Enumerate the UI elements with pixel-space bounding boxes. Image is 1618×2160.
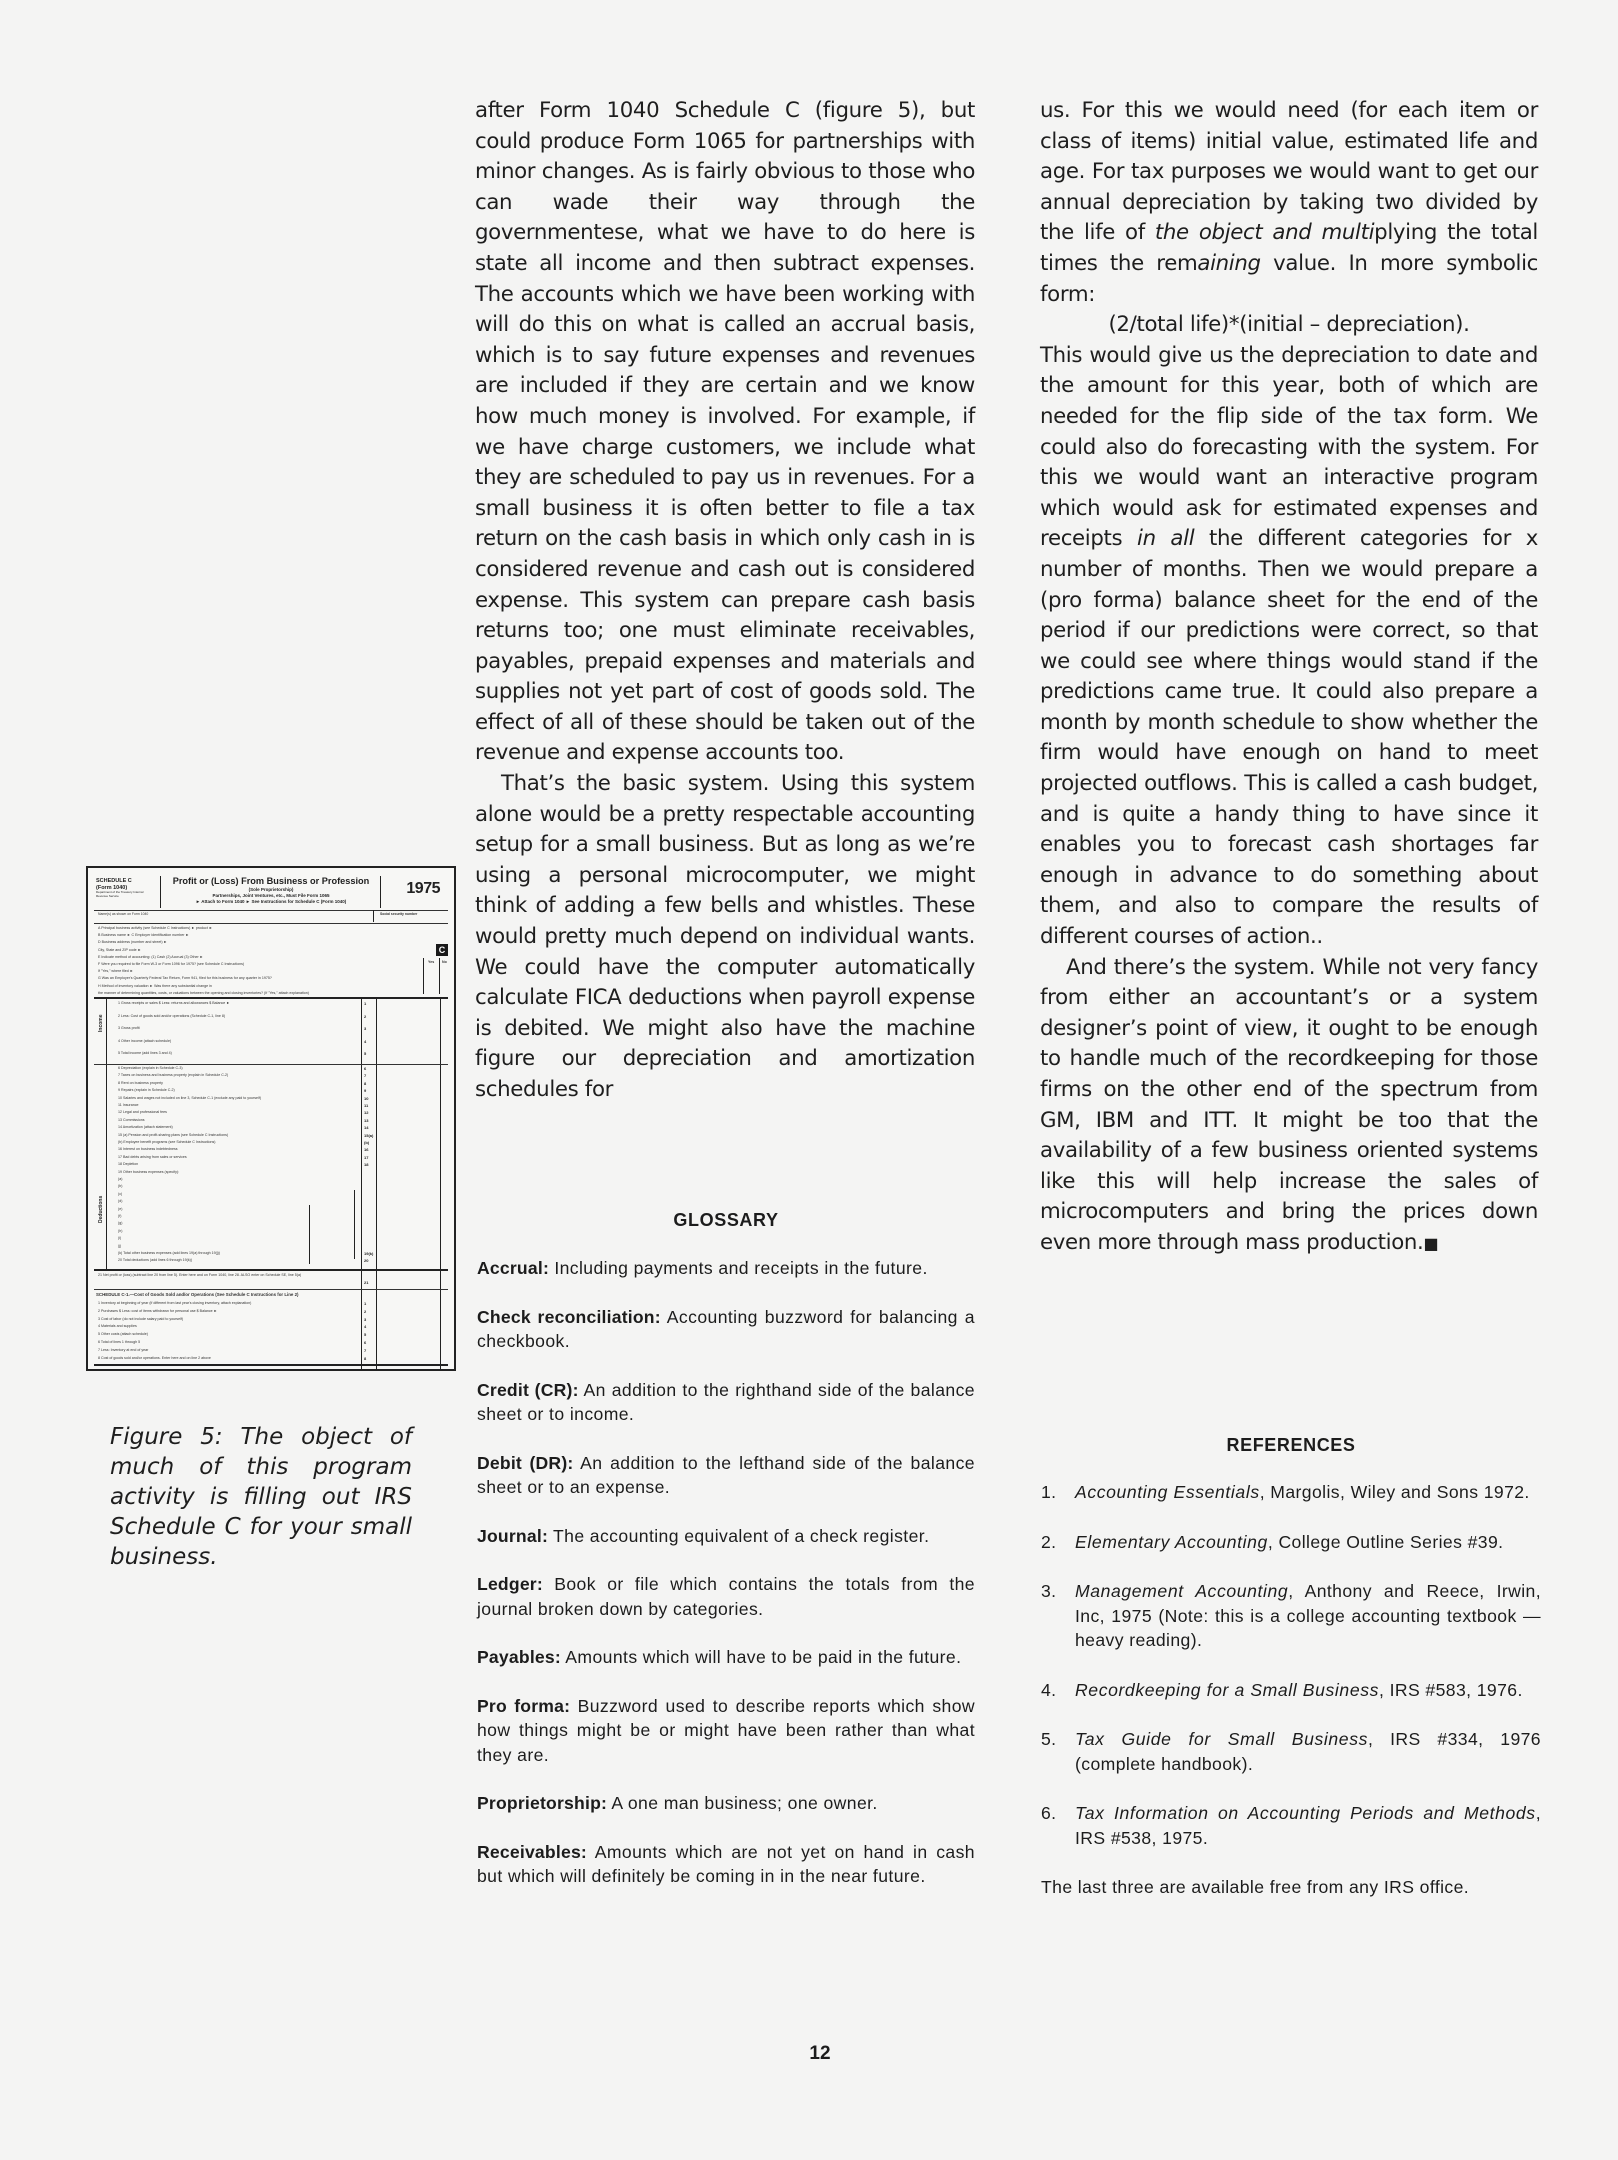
glossary-term: Receivables: [477,1841,587,1862]
glossary-term: Journal: [477,1525,549,1546]
form-header-row: the manner of determining quantities, costs, or valuations between the opening and closing inventories? (If "Yes," attach explanation) [98,990,309,995]
form-line-item: (b) Employee benefit programs (see Schedule C Instructions) [118,1140,216,1144]
form-line-item: 3 Gross profit [118,1026,140,1030]
article-right-column [1040,96,1538,1260]
glossary-item [477,1256,975,1281]
glossary-item [477,1840,975,1889]
form-net-profit-line: 21 Net profit or (loss) (subtract line 20 from line 5). Enter here and on Form 1040, line 28. ALSO enter on Schedule SE, line 5(a) [98,1273,302,1277]
form-line-item: (h) [118,1228,123,1233]
form-line-number: (b) [364,1140,370,1145]
reference-item [1041,1678,1541,1703]
references-list [1041,1480,1541,1850]
form-line-number: 3 [364,1026,367,1031]
depreciation-formula: (2/total life)*(initial – depreciation). [1108,312,1470,338]
form-line-item: 10 Salaries and wages not included on line 3, Schedule C-1 (exclude any paid to yourself) [118,1095,262,1100]
form-line-item: 6 Depreciation (explain in Schedule C-3) [118,1066,183,1070]
form-line-item: 9 Repairs (explain in Schedule C-2) [118,1088,175,1093]
form-line-item: 4 Materials and supplies [98,1324,137,1329]
italic-run: in all [1137,526,1195,552]
form-line-item: 2 Less: Cost of goods sold and/or operations (Schedule C-1, line 8) [118,1013,226,1018]
reference-text [1075,1480,1541,1505]
glossary-term: Check reconciliation: [477,1306,661,1327]
form-line-item: 14 Amortization (attach statement) [118,1125,173,1130]
form-subtitle: (Sole Proprietorship) [248,887,294,892]
text-run: value. In more symbolic form: [1040,250,1538,307]
form-line-number: 12 [364,1110,369,1116]
no-column-label: No [442,960,447,964]
reference-item [1041,1727,1541,1776]
form-line-number: 5 [364,1051,367,1056]
reference-text [1075,1727,1541,1776]
reference-title: Management Accounting [1075,1581,1289,1601]
reference-title: Recordkeeping for a Small Business [1075,1679,1379,1700]
income-side-label: Income [98,1014,104,1032]
reference-title: Elementary Accounting [1075,1531,1268,1552]
glossary-item [477,1645,975,1670]
reference-item [1041,1530,1541,1555]
form-line-number: 1 [364,1301,367,1306]
glossary-definition: Including payments and receipts in the future. [554,1258,928,1278]
reference-number: 3. [1041,1581,1057,1601]
divider [94,1064,448,1065]
form-line-item: 2 Purchases $ Less: cost of items withdrawn for personal use $ Balance ► [98,1308,218,1313]
divider [309,1205,310,1264]
form-line-item: (g) [118,1221,123,1226]
form-line-item: 7 Taxes on business and business property (explain in Schedule C-2) [118,1073,229,1078]
figure-caption: Figure 5: The object of much of this program activity is filling out IRS Schedule C for your small business. [110,1424,412,1570]
reference-number: 6. [1041,1803,1057,1823]
divider [94,923,448,924]
line-number-column-left [361,999,362,1369]
divider [94,1364,448,1366]
reference-text [1075,1678,1541,1703]
article-paragraph: That’s the basic system. Using this system alone would be a pretty respectable accounting setup for a small business. But as long as we’re using a personal microcomputer, we might think of adding a few bells and whistles. These would pretty much depend on individual wants. We could have the computer automatically calculate FICA deductions when payroll expense is debited. We might also have the machine figure our depreciation and amortization schedules for [475,771,975,1102]
form-partnerships-line: Partnerships, Joint Ventures, etc., Must File Form 1065 [212,893,330,898]
form-header-row: G Was an Employer's Quarterly Federal Tax Return, Form 941, filed for this business for any quarter in 1975? [98,976,272,981]
form-line-number: 10 [364,1095,369,1101]
form-line-number: 2 [364,1308,367,1314]
reference-item [1041,1579,1541,1653]
form-line-number: 16 [364,1147,369,1153]
reference-item [1041,1480,1541,1505]
figure-caption-block [110,1422,412,1572]
page-number: 12 [809,2043,831,2064]
form-line-number: 21 [364,1280,369,1285]
form-line-number: 18 [364,1162,369,1168]
form-line-number: 5 [364,1332,367,1338]
form-line-item: (c) [118,1191,123,1196]
glossary-definition: An addition to the lefthand side of the balance sheet or to an expense. [477,1452,975,1497]
reference-number: 4. [1041,1679,1057,1700]
text-run: the different categories for x number of months. Then we would prepare a (pro forma) balance sheet for the end of the period if our predictions were correct, so that we could see where things would stand if the predictions came true. It could also prepare a month by month schedule to show whether the firm would have enough on hand to meet projected outflows. This is called a cash budget, and is quite a handy thing to have since it enables you to forecast cash shortages far enough in advance to do something about them, and also to compare the results of different courses of action.. [1040,526,1538,950]
ssn-field-label: Social security number [380,912,418,916]
form-header-row: D Business address (number and street) ► [98,940,168,945]
form-line-item: 19 Other business expenses (specify): [118,1169,180,1174]
reference-item [1041,1801,1541,1850]
form-header-row: E Indicate method of accounting: (1) Cash (2) Accrual (3) Other ► [98,954,204,959]
glossary-list [477,1256,975,1889]
glossary-section [477,1210,975,1913]
form-line-number: 8 [364,1080,367,1086]
italic-run: the object and multi [1154,220,1375,246]
reference-detail: , Anthony and Reece, Irwin, Inc, 1975 (Note: this is a college accounting textbook — heavy reading). [1075,1581,1542,1650]
glossary-item [477,1305,975,1354]
form-line-item: (b) [118,1184,123,1189]
glossary-heading: GLOSSARY [673,1210,779,1230]
divider [94,1269,448,1271]
amount-column-left [376,999,377,1369]
reference-text [1075,1801,1541,1850]
form-line-item: 13 Commissions [118,1117,145,1122]
glossary-item [477,1524,975,1549]
form-header-row: A Principal business activity (see Schedule C Instructions) ► product ► [98,926,213,930]
form-header-row: City, State and ZIP code ► [98,947,142,952]
divider [380,876,381,908]
reference-detail: , IRS #538, 1975. [1075,1803,1541,1848]
form-year: 1975 [406,880,440,897]
form-schedule-id [96,878,154,898]
article-paragraph [1040,953,1538,1260]
reference-detail: , College Outline Series #39. [1267,1531,1504,1552]
glossary-definition: An addition to the righthand side of the balance sheet or to income. [477,1379,975,1424]
form-line-item: 12 Legal and professional fees [118,1110,167,1115]
glossary-term: Accrual: [477,1258,550,1278]
glossary-definition: Buzzword used to describe reports which show how things might be or might have been rather than what they are. [477,1695,975,1765]
form-line-item: 8 Cost of goods sold and/or operations. Enter here and on line 2 above [98,1355,211,1360]
form-line-item: 7 Less: Inventory at end of year [98,1347,149,1352]
form-line-number: 11 [364,1103,369,1108]
glossary-term: Ledger: [477,1574,543,1594]
form-line-item: (e) [118,1206,123,1211]
glossary-term: Payables: [477,1647,561,1667]
glossary-definition: Amounts which will have to be paid in the future. [565,1647,962,1667]
form-line-number: 9 [364,1088,367,1094]
deductions-side-label: Deductions [98,1195,104,1223]
form-line-item: (i) [118,1236,122,1241]
name-field-label: Name(s) as shown on Form 1040 [98,912,149,916]
divider [160,876,161,908]
divider [373,910,374,922]
form-line-item: 18 Depletion [118,1162,139,1167]
form-line-number: 19(k) [364,1251,374,1256]
form-line-item: 5 Other costs (attach schedule) [98,1332,148,1337]
form-line-item: 8 Rent on business property [118,1080,163,1085]
form-line-item: 20 Total deductions (add lines 6 through 19(k)) [118,1258,193,1263]
form-line-item: (a) [118,1177,123,1181]
references-section [1041,1435,1541,1900]
glossary-item [477,1791,975,1816]
form-title: Profit or (Loss) From Business or Profession [172,876,370,886]
glossary-definition: The accounting equivalent of a check register. [553,1525,930,1546]
form-line-number: 20 [364,1258,369,1264]
glossary-term: Credit (CR): [477,1379,579,1400]
form-header-row: B Business name ► C Employer identification number ► [98,933,190,938]
form-line-number: 17 [364,1154,369,1160]
text-run: This would give us the depreciation to date and the amount for this year, both of which are needed for the flip side of the tax form. We could also do forecasting with the system. For this we would want an interactive program which would ask for estimated expenses and receipts [1040,342,1538,552]
form-line-number: 15(a) [364,1132,374,1138]
form-line-item: 1 Gross receipts or sales $ Less: returns and allowances $ Balance ► [118,1001,230,1005]
form-line-number: 1 [364,1001,367,1006]
amount-column-right [440,999,441,1369]
form-attach-line: ► Attach to Form 1040 ► See Instructions for Schedule C (Form 1040) [195,899,347,904]
form-line-number: 7 [364,1073,367,1079]
glossary-definition: Book or file which contains the totals from the journal broken down by categories. [477,1574,975,1619]
glossary-definition: A one man business; one owner. [611,1793,878,1813]
reference-number: 1. [1041,1482,1057,1502]
form-header-row: If "Yes," where filed ► [98,969,134,974]
form-line-item: 11 Insurance [118,1103,139,1107]
form-line-item: 6 Total of lines 1 through 5 [98,1340,141,1344]
form-header-row: H Method of inventory valuation ► Was there any substantial change in [98,983,212,988]
reference-detail: , Margolis, Wiley and Sons 1972. [1259,1482,1530,1502]
schedule-label: SCHEDULE C [96,878,132,884]
form-line-item: (k) Total other business expenses (add lines 19(a) through 19(j)) [118,1251,221,1255]
italic-run: aining [1197,250,1261,276]
glossary-definition: Accounting buzzword for balancing a checkbook. [477,1306,975,1351]
reference-text [1075,1530,1541,1555]
divider [106,999,107,1269]
form-line-number: 8 [364,1355,367,1361]
article-paragraph [1040,96,1538,310]
divider [94,910,448,911]
form-line-item: 3 Cost of labor (do not include salary paid to yourself) [98,1316,184,1321]
form-line-item: 17 Bad debts arising from sales or services [118,1154,187,1159]
reference-title: Tax Information on Accounting Periods and Methods [1075,1803,1536,1823]
references-heading: REFERENCES [1226,1435,1356,1455]
article-paragraph [1040,341,1538,953]
form-line-number: 7 [364,1347,367,1353]
yes-column-label: Yes [428,960,435,964]
reference-detail: , IRS #583, 1976. [1379,1679,1523,1700]
form-line-number: 3 [364,1316,367,1322]
form-line-item: 16 Interest on business indebtedness [118,1147,178,1152]
divider [423,958,424,994]
divider [94,997,448,999]
references-note: The last three are available free from any IRS office. [1041,1877,1470,1897]
reference-text [1075,1579,1541,1653]
schedule-c-form-figure [86,866,456,1371]
glossary-item [477,1694,975,1768]
form-line-number: 6 [364,1066,367,1071]
form-line-item: 5 Total income (add lines 3 and 4) [118,1051,172,1055]
text-run: plying the total times the rem [1040,220,1538,276]
text-run: us. For this we would need (for each item or class of items) initial value, estimated life and age. For tax purposes we would want to get our annual depreciation by taking two divided by the life of [1040,98,1538,246]
form-label: (Form 1040) [96,884,128,891]
form-line-number: 4 [364,1038,367,1044]
form-line-number: 13 [364,1117,369,1123]
article-paragraph: after Form 1040 Schedule C (figure 5), but could produce Form 1065 for partnerships with minor changes. As is fairly obvious to those who can wade their way through the governmentese, what we have to do here is state all income and then subtract expenses. The accounts which we have been working with will do this on what is called an accrual basis, which is to say future expenses and revenues are included if they are certain and we know how much money is involved. For example, if we have charge customers, we include what they are scheduled to pay us in revenues. For a small business it is often better to file a tax return on the cash basis in which only cash in is considered revenue and cash out is considered expense. This system can prepare cash basis returns too; one must eliminate receivables, payables, prepaid expenses and materials and supplies not yet part of cost of goods sold. The effect of all of these should be taken out of the revenue and expense accounts too. [475,98,975,766]
form-line-item: (f) [118,1214,122,1218]
form-line-number: 6 [364,1340,367,1345]
reference-title: Accounting Essentials [1075,1482,1260,1502]
form-line-number: 14 [364,1125,369,1131]
end-of-article-mark: ■ [1423,1233,1439,1253]
form-line-item: 1 Inventory at beginning of year (if different from last year's closing inventory, attach explanation) [98,1301,252,1305]
divider [94,1289,448,1290]
schedule-c-badge: C [436,944,448,956]
reference-number: 5. [1041,1729,1057,1749]
department-label: Department of the Treasury Internal Revenue Service [96,890,144,898]
reference-detail: , IRS #334, 1976 (complete handbook). [1075,1729,1541,1774]
glossary-definition: Amounts which are not yet on hand in cash but which will definitely be coming in in the near future. [477,1841,975,1886]
form-line-item: (d) [118,1199,123,1204]
glossary-term: Pro forma: [477,1695,571,1716]
glossary-term: Proprietorship: [477,1793,608,1813]
glossary-item [477,1572,975,1621]
reference-title: Tax Guide for Small Business [1075,1729,1368,1749]
form-line-item: 15 (a) Pension and profit-sharing plans (see Schedule C Instructions) [118,1132,229,1137]
divider [354,1190,355,1259]
reference-number: 2. [1041,1531,1057,1552]
form-line-item: (j) [118,1243,122,1248]
form-header-row: F Were you required to file Form W-3 or Form 1096 for 1975? (see Schedule C Instructions) [98,962,245,966]
form-line-number: 2 [364,1013,367,1019]
text-run: And there’s the system. While not very fancy from either an accountant’s or a system designer’s point of view, it ought to be enough to handle much of the recordkeeping for those firms on the other end of the spectrum from GM, IBM and ITT. It might be too that the availability of a few business oriented systems like this will help increase the sales of microcomputers and bring the prices down even more through mass production. [1040,954,1538,1255]
form-header [94,874,448,908]
schedule-c1-title: SCHEDULE C-1.—Cost of Goods Sold and/or Operations (See Schedule C Instructions for Line 2) [96,1292,299,1297]
divider [439,958,440,994]
form-line-item: 4 Other income (attach schedule) [118,1038,172,1043]
glossary-term: Debit (DR): [477,1452,574,1473]
article-middle-column [475,96,975,1106]
glossary-item [477,1378,975,1427]
form-line-number: 4 [364,1324,367,1330]
glossary-item [477,1451,975,1500]
